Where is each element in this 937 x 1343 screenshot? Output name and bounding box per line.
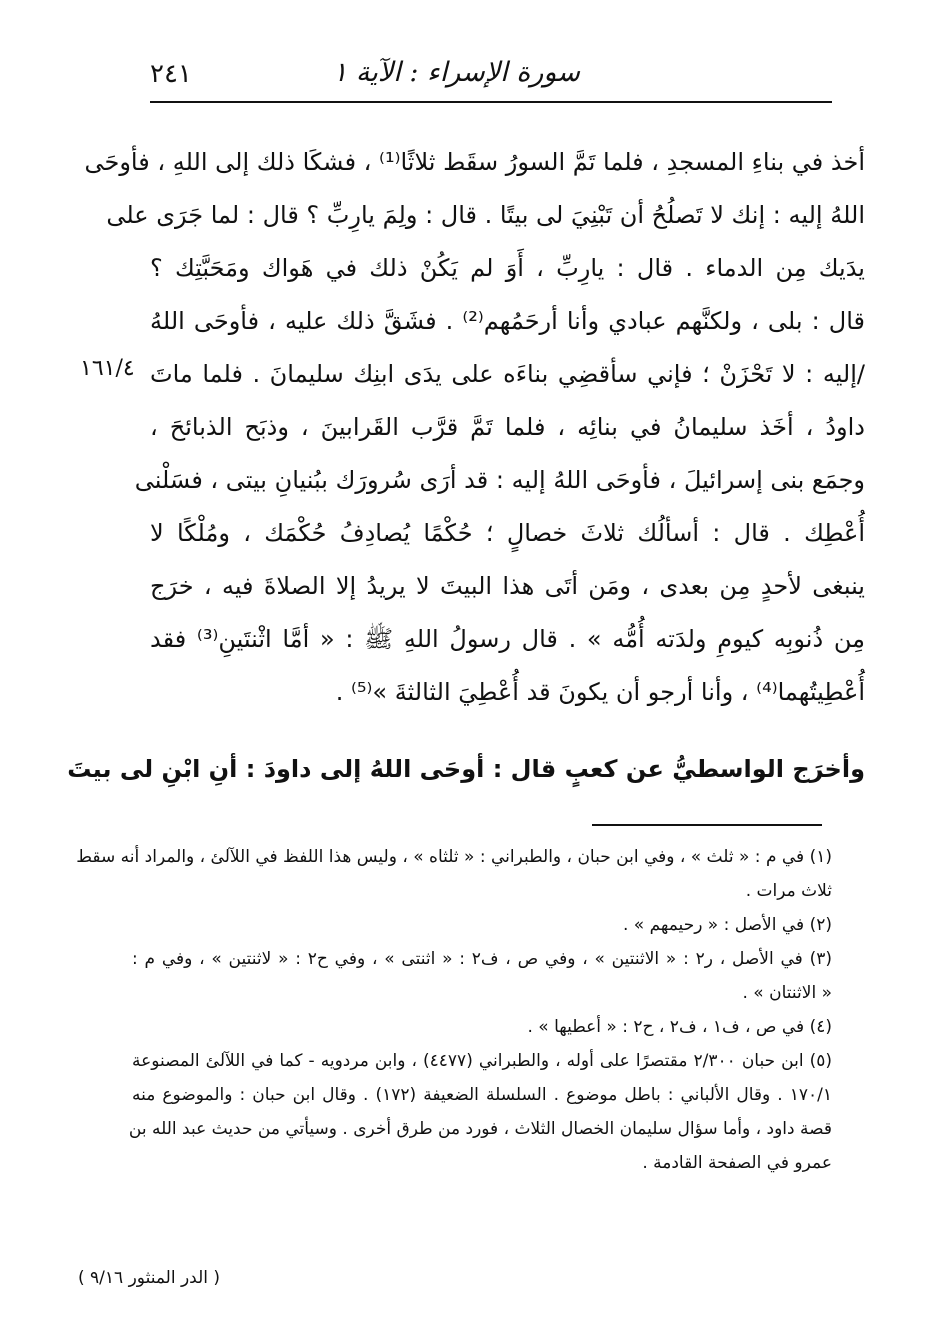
footnote-line: قصة داود ، وأما سؤال سليمان الخصال الثلاث ، فورد من طرق أخرى . وسيأتي من حديث عبد الله بن <box>128 1119 832 1139</box>
text-line: أُعْطِيتُهما⁽⁴⁾ ، وأنا أرجو أن يكونَ قد أُعْطِيَ الثالثةَ »⁽⁵⁾ . <box>335 678 865 706</box>
footnote-line: (٤) في ص ، ف١ ، ف٢ ، ح٢ : « أعطيها » . <box>527 1017 832 1037</box>
footnote-line: عمرو في الصفحة القادمة . <box>642 1153 832 1173</box>
footnote-line: ثلاث مرات . <box>745 881 832 901</box>
text-line: وجمَع بنى إسرائيلَ ، فأوحَى اللهُ إليه : قد أرَى سُرورَك ببُنيانِ بيتى ، فسَلْنى <box>134 466 865 494</box>
footnote-line: (٥) ابن حبان ٢/٣٠٠ مقتصرًا على أوله ، والطبراني (٤٤٧٧) ، وابن مردويه - كما في اللآلئ المصنوعة <box>132 1051 832 1071</box>
page-number: ٢٤١ <box>150 59 192 89</box>
paragraph-start: وأخرَج الواسطيُّ عن كعبٍ قال : أوحَى اللهُ إلى داودَ : أنِ ابْنِ لى بيتَ <box>67 755 865 783</box>
text-line: /إليه : لا تَحْزَنْ ؛ فإني سأقضِي بناءَه على يدَى ابنِك سليمانَ . فلما ماتَ <box>150 360 865 388</box>
footnote-line: (١) في م : « ثلث » ، وفي ابن حبان ، والطبراني : « ثلثاه » ، وليس هذا اللفظ في اللآلئ ، والمراد أنه سقط <box>76 847 832 867</box>
footnote-line: ١٧٠/١ . وقال الألباني : باطل موضوع . السلسلة الضعيفة (١٧٢) . وقال ابن حبان : والموضوع منه <box>132 1085 832 1105</box>
footnote-line: « الاثنتان » . <box>742 983 832 1003</box>
text-line: يدَيك مِن الدماء . قال : يارِبِّ ، أَوَ لم يَكُنْ ذلك في هَواك ومَحَبَّتِك ؟ <box>150 254 865 282</box>
footnote-line: (٣) في الأصل ، ر٢ : « الاثنتين » ، وفي ص ، ف٢ : « اثنتى » ، وفي ح٢ : « لاثنتين » ، وفي م : <box>132 949 832 969</box>
footnote-rule <box>592 824 822 826</box>
source-note: ( الدر المنثور ٩/١٦ ) <box>78 1268 221 1288</box>
footnote-line: (٢) في الأصل : « رحيمهم » . <box>622 915 832 935</box>
running-title: سورة الإسراء : الآية ١ <box>332 57 580 88</box>
text-line: قال : بلى ، ولكنَّهم عبادي وأنا أرحَمُهم⁽²⁾ . فشَقَّ ذلك عليه ، فأوحَى اللهُ <box>150 307 866 335</box>
text-line: أخذ في بناءِ المسجدِ ، فلما تَمَّ السورُ سقَط ثلاثًا⁽¹⁾ ، فشكَا ذلك إلى اللهِ ، فأوحَى <box>84 148 865 176</box>
text-line: مِن ذُنوبِه كيومِ ولدَته أُمُّه » . قال رسولُ اللهِ ﷺ : « أمَّا اثْنتَينِ⁽³⁾ فقد <box>150 625 865 653</box>
text-line: ينبغى لأحدٍ مِن بعدى ، ومَن أتَى هذا البيتَ لا يريدُ إلا الصلاةَ فيه ، خرَج <box>150 572 865 600</box>
margin-reference: ١٦١/٤ <box>80 356 135 381</box>
page-header <box>150 55 830 101</box>
text-line: أُعْطِك . قال : أسألُك ثلاثَ خصالٍ ؛ حُكْمًا يُصادِفُ حُكْمَك ، ومُلْكًا لا <box>150 519 865 547</box>
text-line: داودُ ، أخَذ سليمانُ في بنائِه ، فلما تَمَّ قرَّب القَرابينَ ، وذبَح الذبائحَ ، <box>150 413 865 441</box>
text-line: اللهُ إليه : إنك لا تَصلُحُ أن تَبْنِيَ لى بيتًا . قال : ولِمَ يارِبِّ ؟ قال : لما جَرَى على <box>106 201 865 229</box>
header-rule <box>150 101 832 103</box>
footnotes <box>76 840 832 1180</box>
